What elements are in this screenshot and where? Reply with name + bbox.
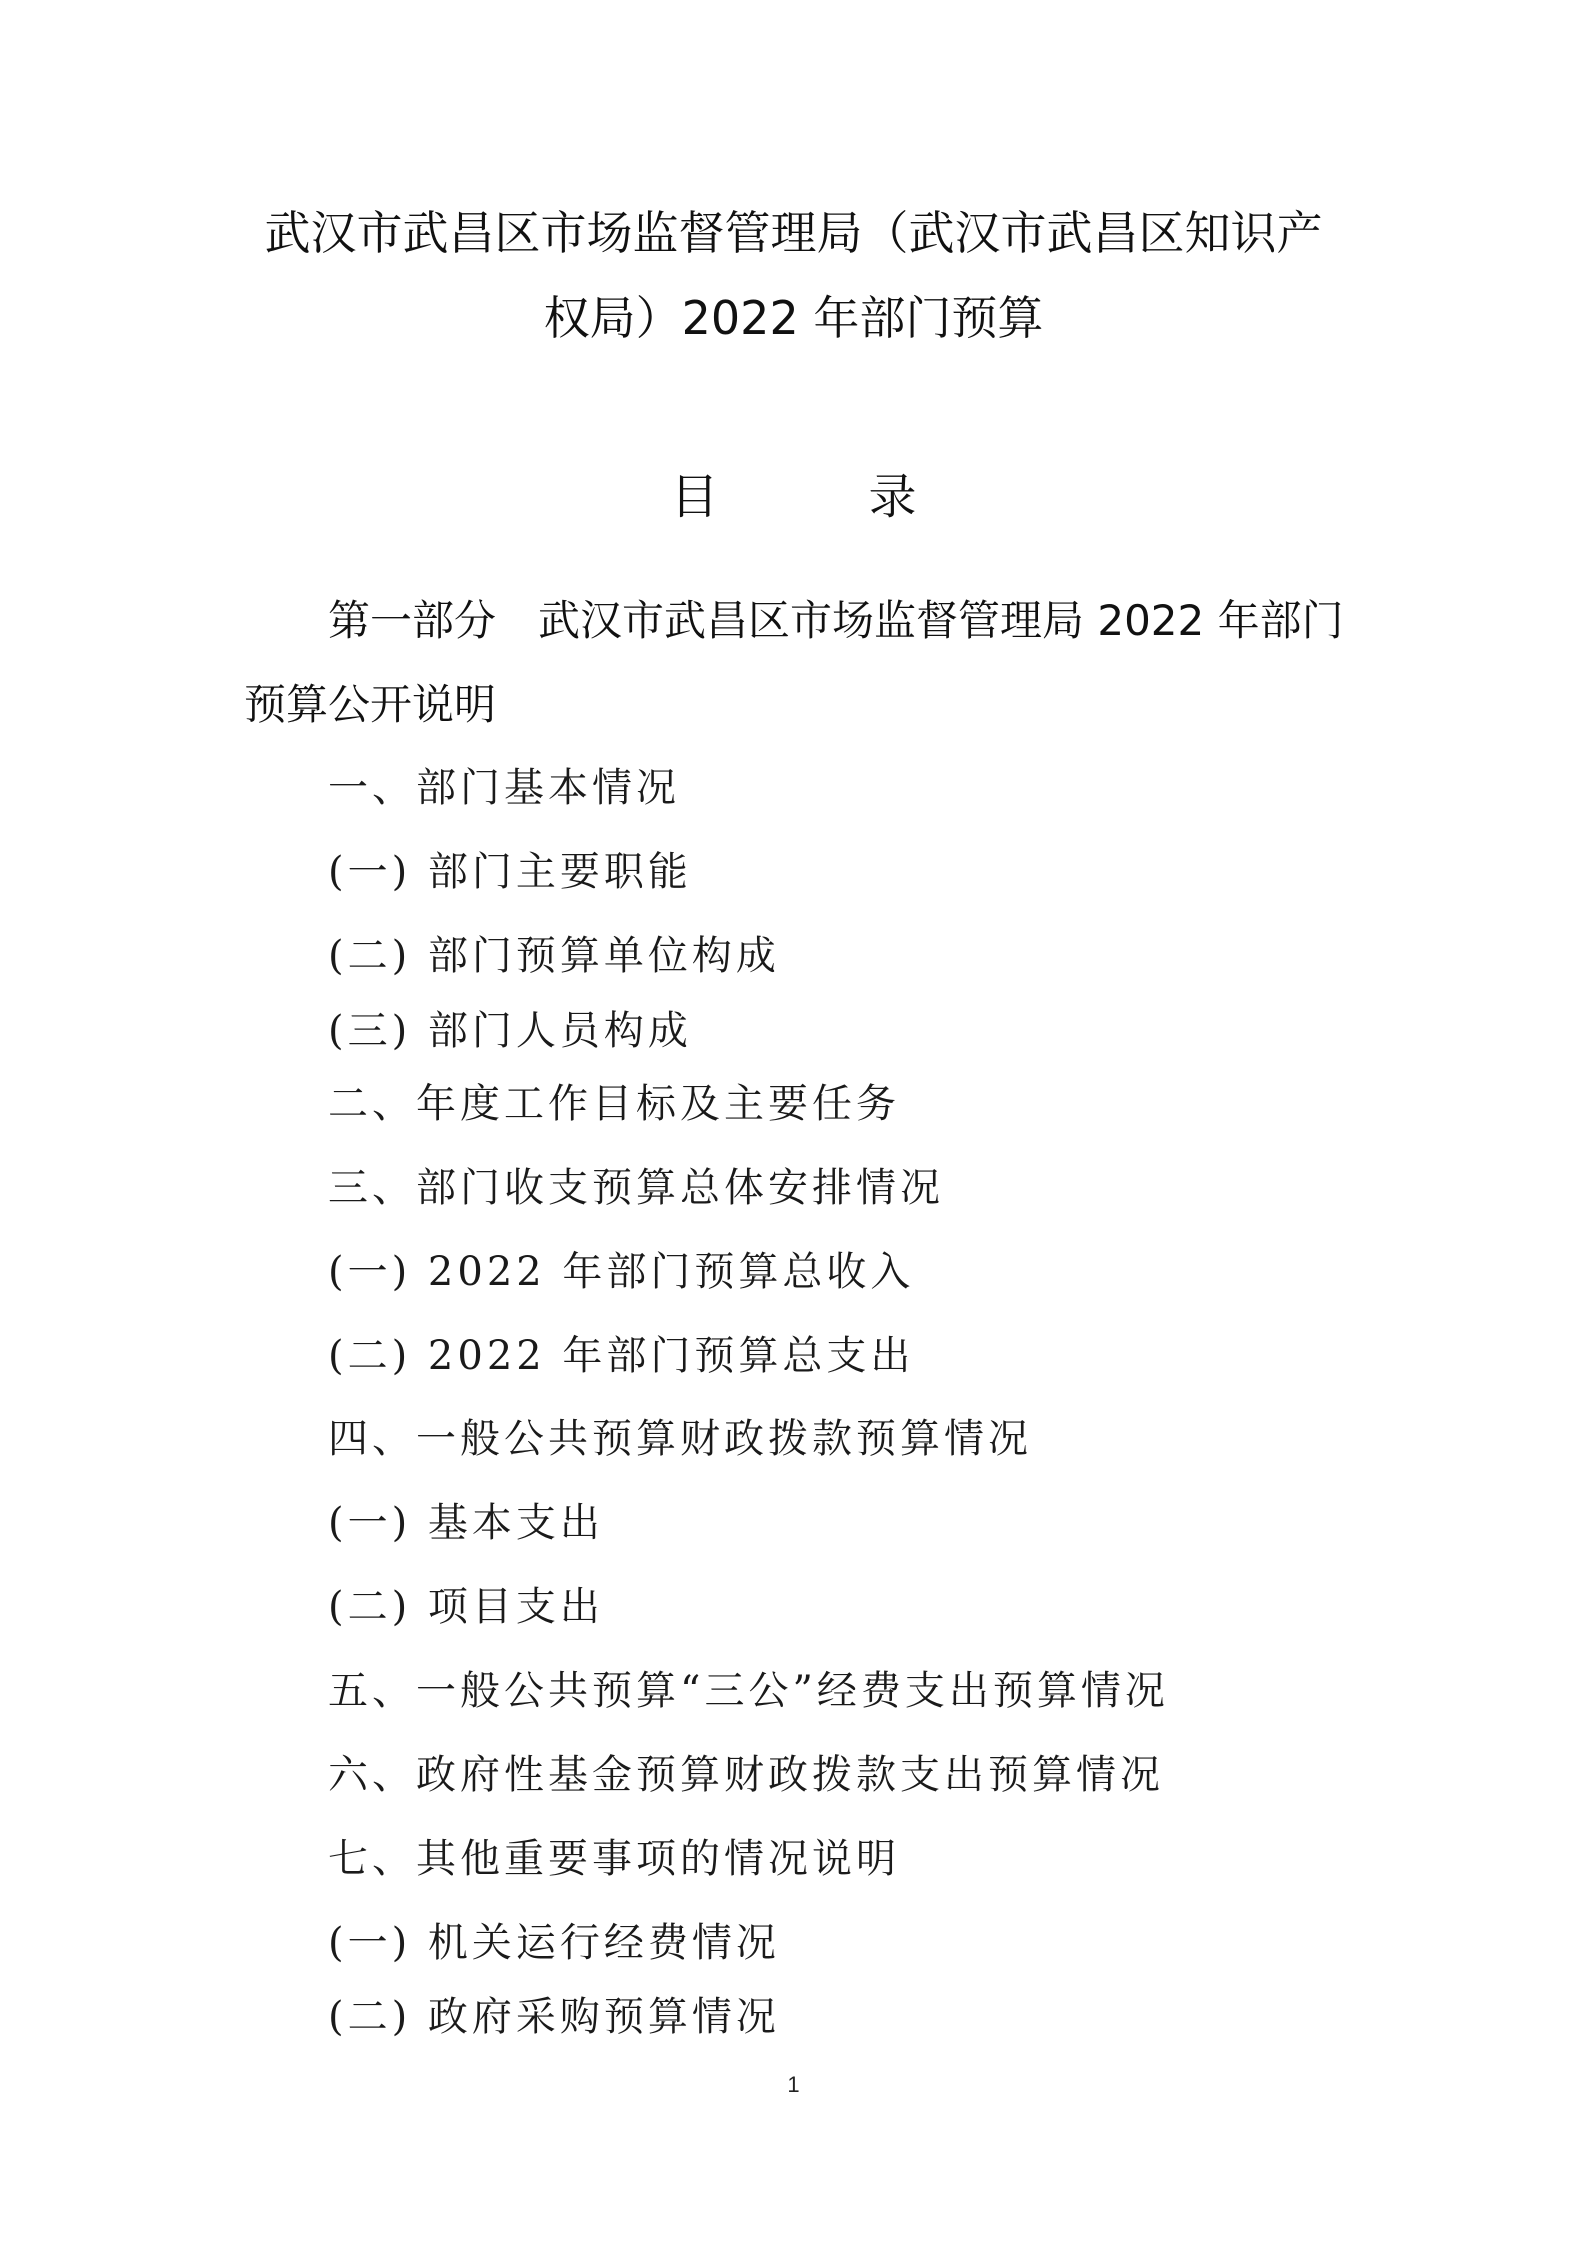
page-number: 1 <box>787 2072 800 2097</box>
toc-entry-three-public-expenses: 五、一般公共预算“三公”经费支出预算情况 <box>328 1668 1169 1714</box>
toc-entry-operating-expenses: (一) 机关运行经费情况 <box>328 1920 780 1966</box>
toc-entry-government-fund-budget: 六、政府性基金预算财政拨款支出预算情况 <box>328 1752 1164 1798</box>
document-title-line-2: 权局）2022 年部门预算 <box>543 291 1044 345</box>
toc-heading-char-1: 目 <box>670 469 719 525</box>
toc-entry-annual-goals: 二、年度工作目标及主要任务 <box>328 1081 900 1127</box>
toc-entry-general-public-budget: 四、一般公共预算财政拨款预算情况 <box>328 1416 1032 1462</box>
toc-entry-total-income: (一) 2022 年部门预算总收入 <box>328 1249 915 1295</box>
toc-entry-other-important-matters: 七、其他重要事项的情况说明 <box>328 1836 900 1882</box>
toc-entry-main-functions: (一) 部门主要职能 <box>328 849 692 895</box>
toc-entry-basic-expenditure: (一) 基本支出 <box>328 1500 604 1546</box>
toc-entry-staff-composition: (三) 部门人员构成 <box>328 1008 692 1054</box>
part-one-title-line-1: 第一部分 武汉市武昌区市场监督管理局 2022 年部门 <box>328 596 1344 645</box>
toc-entry-procurement-budget: (二) 政府采购预算情况 <box>328 1994 780 2040</box>
toc-entry-basic-info: 一、部门基本情况 <box>328 765 680 811</box>
toc-entry-total-expenditure: (二) 2022 年部门预算总支出 <box>328 1333 915 1379</box>
toc-entry-unit-composition: (二) 部门预算单位构成 <box>328 933 780 979</box>
toc-heading <box>0 458 1587 527</box>
document-title-line-1: 武汉市武昌区市场监督管理局（武汉市武昌区知识产 <box>264 206 1323 260</box>
toc-heading-char-2: 录 <box>868 469 917 525</box>
toc-entry-overall-budget: 三、部门收支预算总体安排情况 <box>328 1165 944 1211</box>
toc-entry-project-expenditure: (二) 项目支出 <box>328 1584 604 1630</box>
part-one-title-line-2: 预算公开说明 <box>244 680 497 729</box>
